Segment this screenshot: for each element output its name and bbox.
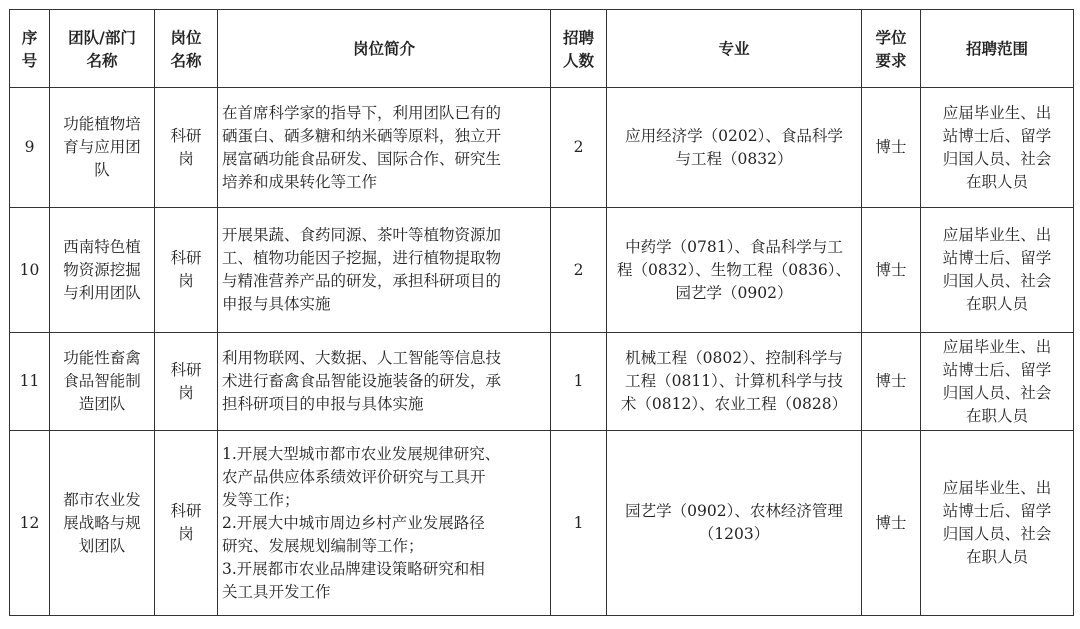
cell-intro: 在首席科学家的指导下，利用团队已有的 硒蛋白、硒多糖和纳米硒等原料，独立开 展富硒功能食品研发、国际合作、研究生 培养和成果转化等工作 [218,88,551,208]
cell-team: 西南特色植 物资源挖掘 与利用团队 [50,208,155,333]
cell-count: 1 [551,431,607,616]
cell-major: 中药学（0781）、食品科学与工 程（0832）、生物工程（0836）、 园艺学（0902） [607,208,862,333]
cell-scope: 应届毕业生、出 站博士后、留学 归国人员、社会 在职人员 [921,88,1074,208]
cell-team: 都市农业发 展战略与规 划团队 [50,431,155,616]
cell-count: 2 [551,88,607,208]
cell-count: 2 [551,208,607,333]
cell-major: 机械工程（0802）、控制科学与 工程（0811）、计算机科学与技 术（0812）、农业工程（0828） [607,333,862,431]
cell-post: 科研 岗 [155,208,218,333]
cell-team: 功能性畜禽 食品智能制 造团队 [50,333,155,431]
recruitment-table [9,9,1074,616]
table-row [10,431,1074,616]
header-seq: 序 号 [10,10,50,88]
cell-intro: 1.开展大型城市都市农业发展规律研究、 农产品供应体系绩效评价研究与工具开 发等工作； 2.开展大中城市周边乡村产业发展路径 研究、发展规划编制等工作； 3.开展都市农业品牌建设策略研究和相 关工具开发工作 [218,431,551,616]
cell-scope: 应届毕业生、出 站博士后、留学 归国人员、社会 在职人员 [921,333,1074,431]
cell-seq: 9 [10,88,50,208]
cell-degree: 博士 [862,431,921,616]
header-degree: 学位 要求 [862,10,921,88]
table-row [10,88,1074,208]
cell-post: 科研 岗 [155,88,218,208]
cell-scope: 应届毕业生、出 站博士后、留学 归国人员、社会 在职人员 [921,208,1074,333]
cell-seq: 11 [10,333,50,431]
cell-post: 科研 岗 [155,333,218,431]
table-row [10,333,1074,431]
header-row [10,10,1074,88]
cell-post: 科研 岗 [155,431,218,616]
cell-scope: 应届毕业生、出 站博士后、留学 归国人员、社会 在职人员 [921,431,1074,616]
header-team: 团队/部门 名称 [50,10,155,88]
cell-seq: 12 [10,431,50,616]
cell-count: 1 [551,333,607,431]
cell-degree: 博士 [862,88,921,208]
cell-major: 应用经济学（0202）、食品科学 与工程（0832） [607,88,862,208]
header-count: 招聘 人数 [551,10,607,88]
header-scope: 招聘范围 [921,10,1074,88]
cell-major: 园艺学（0902）、农林经济管理 （1203） [607,431,862,616]
cell-seq: 10 [10,208,50,333]
cell-degree: 博士 [862,333,921,431]
cell-degree: 博士 [862,208,921,333]
cell-intro: 开展果蔬、食药同源、茶叶等植物资源加 工、植物功能因子挖掘，进行植物提取物 与精准营养产品的研发，承担科研项目的 申报与具体实施 [218,208,551,333]
header-intro: 岗位简介 [218,10,551,88]
table-row [10,208,1074,333]
cell-team: 功能植物培 育与应用团 队 [50,88,155,208]
header-major: 专业 [607,10,862,88]
header-post: 岗位 名称 [155,10,218,88]
cell-intro: 利用物联网、大数据、人工智能等信息技 术进行畜禽食品智能设施装备的研发，承 担科研项目的申报与具体实施 [218,333,551,431]
